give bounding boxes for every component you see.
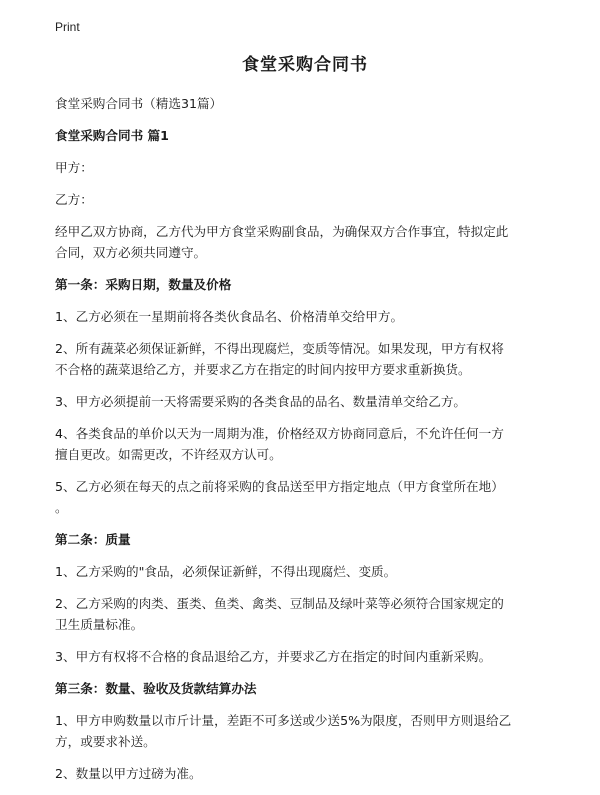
paragraph: 1、乙方必须在一星期前将各类伙食品名、价格清单交给甲方。	[55, 309, 404, 324]
section-heading: 第一条：采购日期，数量及价格	[55, 277, 232, 292]
paragraph: 经甲乙双方协商，乙方代为甲方食堂采购副食品，为确保双方合作事宜，特拟定此 合同，双方必须共同遵守。	[55, 224, 509, 260]
paragraph: 2、所有蔬菜必须保证新鲜，不得出现腐烂，变质等情况。如果发现，甲方有权将 不合格的蔬菜退给乙方，并要求乙方在指定的时间内按甲方要求重新换货。	[55, 341, 504, 377]
document-body	[55, 50, 555, 795]
paragraph: 2、数量以甲方过磅为准。	[55, 766, 202, 781]
paragraph: 4、各类食品的单价以天为一周期为准，价格经双方协商同意后，不允许任何一方 擅自更改。如需更改，不许经双方认可。	[55, 426, 504, 462]
paragraph: 食堂采购合同书（精选31篇）	[55, 96, 223, 111]
document-title: 食堂采购合同书	[242, 55, 368, 75]
paragraph: 乙方：	[55, 192, 93, 207]
print-link[interactable]: Print	[55, 20, 80, 34]
paragraph: 3、甲方有权将不合格的食品退给乙方，并要求乙方在指定的时间内重新采购。	[55, 649, 492, 664]
paragraph: 1、乙方采购的"食品，必须保证新鲜，不得出现腐烂、变质。	[55, 564, 397, 579]
section-heading: 第三条：数量、验收及货款结算办法	[55, 681, 257, 696]
paragraph: 1、甲方申购数量以市斤计量，差距不可多送或少送5%为限度，否则甲方则退给乙 方，或要求补送。	[55, 713, 512, 749]
document-content	[55, 93, 555, 784]
paragraph: 5、乙方必须在每天的点之前将采购的食品送至甲方指定地点（甲方食堂所在地） 。	[55, 479, 504, 515]
section-heading: 食堂采购合同书 篇1	[55, 128, 169, 143]
paragraph: 3、甲方必须提前一天将需要采购的各类食品的品名、数量清单交给乙方。	[55, 394, 467, 409]
paragraph: 甲方：	[55, 160, 93, 175]
paragraph: 2、乙方采购的肉类、蛋类、鱼类、禽类、豆制品及绿叶菜等必须符合国家规定的 卫生质量标准。	[55, 596, 504, 632]
section-heading: 第二条：质量	[55, 532, 131, 547]
